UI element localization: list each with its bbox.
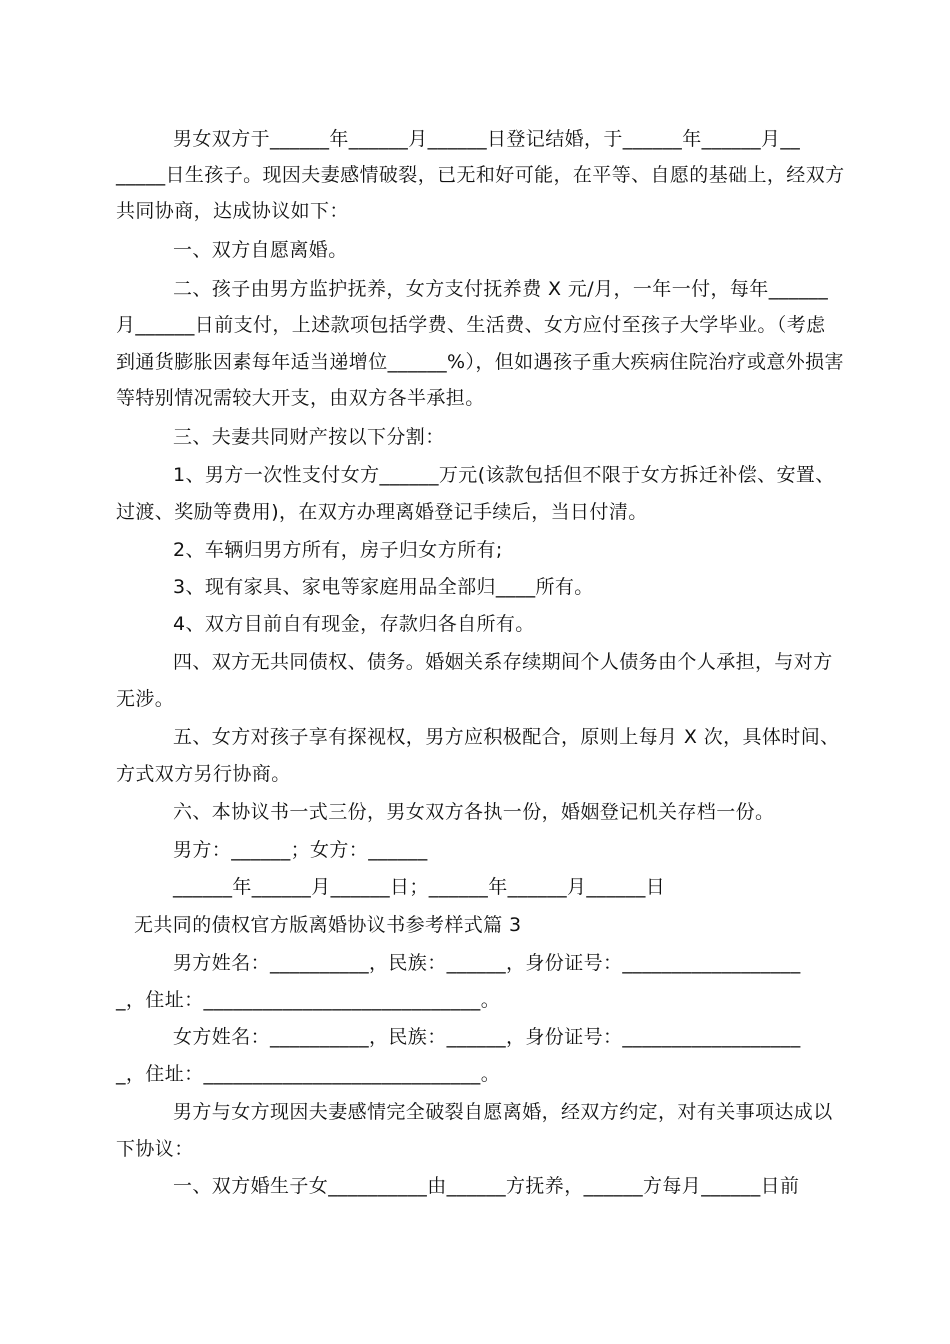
text-line: 2、车辆归男方所有，房子归女方所有; <box>173 539 503 561</box>
text-line: 过渡、奖励等费用)，在双方办理离婚登记手续后，当日付清。 <box>116 501 648 523</box>
text-line: 无涉。 <box>116 688 175 710</box>
date-line: ______年______月______日；______年______月______日 <box>173 876 666 898</box>
text-line: 下协议： <box>116 1138 194 1160</box>
text-line: 一、双方自愿离婚。 <box>173 239 348 261</box>
text-line: 男女双方于______年______月______日登记结婚，于______年______月__ <box>173 128 801 150</box>
text-line: 三、夫妻共同财产按以下分割： <box>173 426 445 448</box>
text-line: 一、双方婚生子女__________由______方抚养，______方每月______日前 <box>173 1175 800 1197</box>
text-line: 五、女方对孩子享有探视权，男方应积极配合，原则上每月 X 次，具体时间、 <box>173 726 840 748</box>
text-line: 到通货膨胀因素每年适当递增位______%），但如遇孩子重大疾病住院治疗或意外损害 <box>116 351 844 373</box>
text-line: _____日生孩子。现因夫妻感情破裂，已无和好可能，在平等、自愿的基础上，经双方 <box>116 164 845 186</box>
text-line: 1、男方一次性支付女方______万元(该款包括但不限于女方拆迁补偿、安置、 <box>173 464 835 486</box>
text-line: 方式双方另行协商。 <box>116 763 291 785</box>
text-line: _，住址：____________________________。 <box>116 989 501 1011</box>
text-line: 等特别情况需较大开支，由双方各半承担。 <box>116 387 485 409</box>
text-line: 四、双方无共同债权、债务。婚姻关系存续期间个人债务由个人承担，与对方 <box>173 651 833 673</box>
text-line: 女方姓名：__________，民族：______，身份证号：__________________ <box>173 1026 801 1048</box>
text-line: 六、本协议书一式三份，男女双方各执一份，婚姻登记机关存档一份。 <box>173 801 775 823</box>
text-line: 月______日前支付，上述款项包括学费、生活费、女方应付至孩子大学毕业。（考虑 <box>116 314 826 336</box>
text-line: 共同协商，达成协议如下： <box>116 200 349 222</box>
text-line: 二、孩子由男方监护抚养，女方支付抚养费 X 元/月，一年一付，每年______ <box>173 278 829 300</box>
text-line: 4、双方目前自有现金，存款归各自所有。 <box>173 613 535 635</box>
text-line: 男方姓名：__________，民族：______，身份证号：__________________ <box>173 952 801 974</box>
section-heading: 无共同的债权官方版离婚协议书参考样式篇 3 <box>134 914 522 936</box>
text-line: _，住址：____________________________。 <box>116 1063 501 1085</box>
text-line: 3、现有家具、家电等家庭用品全部归____所有。 <box>173 576 594 598</box>
text-line: 男方与女方现因夫妻感情完全破裂自愿离婚，经双方约定，对有关事项达成以 <box>173 1101 833 1123</box>
signature-line: 男方：______；女方：______ <box>173 839 428 861</box>
